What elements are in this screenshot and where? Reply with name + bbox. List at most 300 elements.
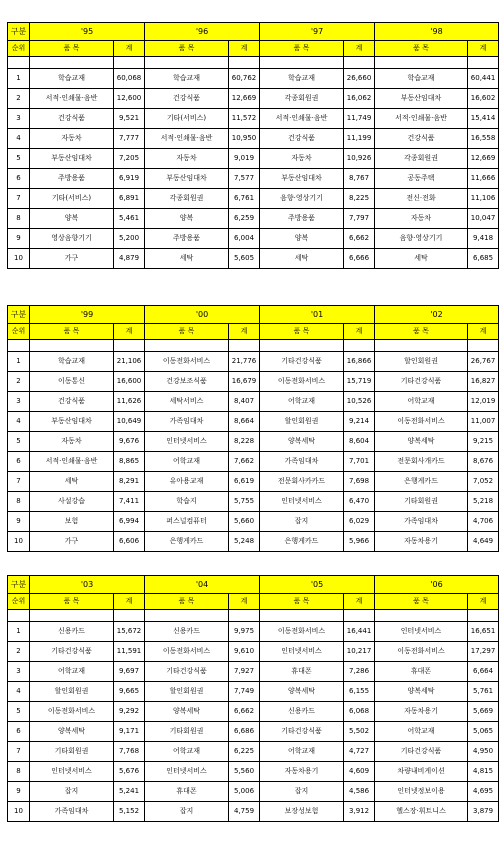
rank-cell: 4: [8, 682, 30, 702]
spacer-cell: [260, 340, 344, 352]
table-row: [8, 722, 499, 742]
item-cell: 부동산임대차: [260, 169, 344, 189]
item-header: 품 목: [30, 594, 114, 610]
rank-cell: 8: [8, 492, 30, 512]
count-cell: 5,966: [344, 532, 375, 552]
rank-header: 순위: [8, 41, 30, 57]
count-cell: 4,879: [114, 249, 145, 269]
item-cell: 어학교재: [375, 392, 468, 412]
table-row: [8, 209, 499, 229]
rank-cell: 9: [8, 512, 30, 532]
item-cell: 영상음향기기: [30, 229, 114, 249]
item-cell: 인터넷서비스: [260, 492, 344, 512]
table-row: [8, 392, 499, 412]
rank-header: 순위: [8, 594, 30, 610]
count-cell: 8,676: [468, 452, 499, 472]
spacer-cell: [375, 57, 468, 69]
item-cell: 기타건강식품: [30, 642, 114, 662]
count-cell: 16,827: [468, 372, 499, 392]
count-cell: 8,767: [344, 169, 375, 189]
count-cell: 3,912: [344, 802, 375, 822]
table-row: [8, 149, 499, 169]
rank-cell: 7: [8, 472, 30, 492]
count-cell: 8,604: [344, 432, 375, 452]
year-header: '05: [260, 576, 375, 594]
count-cell: 7,701: [344, 452, 375, 472]
spacer-cell: [375, 610, 468, 622]
count-cell: 4,815: [468, 762, 499, 782]
rank-cell: 1: [8, 352, 30, 372]
item-cell: 주방용품: [30, 169, 114, 189]
count-cell: 6,919: [114, 169, 145, 189]
item-cell: 자동차용기: [375, 532, 468, 552]
count-cell: 11,666: [468, 169, 499, 189]
table-row: [8, 472, 499, 492]
item-header: 품 목: [30, 324, 114, 340]
count-cell: 7,927: [229, 662, 260, 682]
rank-cell: 4: [8, 412, 30, 432]
table-row: [8, 169, 499, 189]
count-cell: 5,248: [229, 532, 260, 552]
count-cell: 6,068: [344, 702, 375, 722]
rank-cell: 2: [8, 642, 30, 662]
item-cell: 공동주택: [375, 169, 468, 189]
rank-cell: 2: [8, 89, 30, 109]
ranking-table-1995-1998: [7, 22, 499, 269]
item-cell: 가족임대차: [260, 452, 344, 472]
count-cell: 4,695: [468, 782, 499, 802]
table-row: [8, 89, 499, 109]
count-cell: 5,006: [229, 782, 260, 802]
rank-cell: 3: [8, 392, 30, 412]
count-cell: 5,605: [229, 249, 260, 269]
year-header: '00: [145, 306, 260, 324]
spacer-cell: [260, 57, 344, 69]
count-cell: 10,047: [468, 209, 499, 229]
item-header: 품 목: [145, 324, 229, 340]
count-cell: 5,676: [114, 762, 145, 782]
table-row: [8, 432, 499, 452]
count-cell: 8,291: [114, 472, 145, 492]
rank-cell: 9: [8, 782, 30, 802]
spacer-cell: [8, 340, 30, 352]
spacer-cell: [344, 57, 375, 69]
spacer-cell: [468, 610, 499, 622]
count-header: 계: [468, 41, 499, 57]
item-cell: 학습교재: [30, 352, 114, 372]
item-cell: 서적·인쇄물·음반: [145, 129, 229, 149]
count-header: 계: [114, 594, 145, 610]
count-cell: 6,470: [344, 492, 375, 512]
item-cell: 기타건강식품: [260, 722, 344, 742]
spacer-cell: [468, 340, 499, 352]
spacer-cell: [344, 610, 375, 622]
count-cell: 21,106: [114, 352, 145, 372]
item-cell: 할인회원권: [145, 682, 229, 702]
item-cell: 유아용교재: [145, 472, 229, 492]
count-cell: 8,225: [344, 189, 375, 209]
item-cell: 양복세탁: [375, 682, 468, 702]
count-cell: 16,062: [344, 89, 375, 109]
count-cell: 5,660: [229, 512, 260, 532]
table-row: [8, 532, 499, 552]
count-cell: 8,228: [229, 432, 260, 452]
item-cell: 어학교재: [145, 742, 229, 762]
item-cell: 건강식품: [145, 89, 229, 109]
count-cell: 15,672: [114, 622, 145, 642]
item-cell: 양복: [260, 229, 344, 249]
item-cell: 학습교재: [375, 69, 468, 89]
spacer-cell: [30, 57, 114, 69]
count-cell: 6,685: [468, 249, 499, 269]
item-cell: 전신·전화: [375, 189, 468, 209]
count-cell: 7,205: [114, 149, 145, 169]
count-cell: 9,697: [114, 662, 145, 682]
spacer-cell: [260, 610, 344, 622]
item-cell: 기타건강식품: [145, 662, 229, 682]
count-cell: 4,706: [468, 512, 499, 532]
item-cell: 주방용품: [145, 229, 229, 249]
item-cell: 부동산임대차: [375, 89, 468, 109]
count-cell: 5,461: [114, 209, 145, 229]
count-cell: 10,217: [344, 642, 375, 662]
item-cell: 양복세탁: [30, 722, 114, 742]
count-cell: 7,286: [344, 662, 375, 682]
rank-header: 순위: [8, 324, 30, 340]
count-cell: 6,666: [344, 249, 375, 269]
table-row: [8, 682, 499, 702]
count-header: 계: [344, 41, 375, 57]
item-cell: 어학교재: [30, 662, 114, 682]
count-header: 계: [344, 594, 375, 610]
item-cell: 잡지: [145, 802, 229, 822]
item-cell: 할인회원권: [375, 352, 468, 372]
count-cell: 7,749: [229, 682, 260, 702]
item-cell: 퍼스널컴퓨터: [145, 512, 229, 532]
table-row: [8, 69, 499, 89]
rank-cell: 5: [8, 432, 30, 452]
spacer-cell: [468, 57, 499, 69]
item-header: 품 목: [375, 594, 468, 610]
spacer-cell: [8, 610, 30, 622]
count-cell: 3,879: [468, 802, 499, 822]
item-cell: 자동차: [260, 149, 344, 169]
count-header: 계: [468, 324, 499, 340]
item-cell: 할인회원권: [30, 682, 114, 702]
item-cell: 건강보조식품: [145, 372, 229, 392]
count-cell: 21,776: [229, 352, 260, 372]
item-cell: 자동차용기: [260, 762, 344, 782]
item-cell: 가구: [30, 249, 114, 269]
item-cell: 이동전화서비스: [30, 702, 114, 722]
item-cell: 서적·인쇄물·음반: [260, 109, 344, 129]
item-cell: 기타건강식품: [375, 372, 468, 392]
item-cell: 양복: [145, 209, 229, 229]
count-cell: 60,441: [468, 69, 499, 89]
count-header: 계: [468, 594, 499, 610]
rank-cell: 6: [8, 722, 30, 742]
table-row: [8, 622, 499, 642]
count-cell: 7,577: [229, 169, 260, 189]
item-cell: 사설강습: [30, 492, 114, 512]
item-cell: 휴대폰: [260, 662, 344, 682]
item-cell: 부동산임대차: [145, 169, 229, 189]
item-cell: 자동차: [30, 129, 114, 149]
rank-cell: 5: [8, 702, 30, 722]
item-cell: 이동전화서비스: [145, 352, 229, 372]
item-cell: 세탁서비스: [145, 392, 229, 412]
item-cell: 건강식품: [375, 129, 468, 149]
count-cell: 5,152: [114, 802, 145, 822]
rank-cell: 5: [8, 149, 30, 169]
item-cell: 주방용품: [260, 209, 344, 229]
rank-cell: 3: [8, 109, 30, 129]
count-cell: 8,407: [229, 392, 260, 412]
rank-cell: 6: [8, 452, 30, 472]
item-cell: 양복: [30, 209, 114, 229]
year-header: '96: [145, 23, 260, 41]
item-cell: 학습지: [145, 492, 229, 512]
item-cell: 음향·영상기기: [260, 189, 344, 209]
count-cell: 7,797: [344, 209, 375, 229]
count-header: 계: [229, 324, 260, 340]
item-cell: 전문회사개카드: [375, 452, 468, 472]
item-cell: 가구: [30, 532, 114, 552]
item-cell: 잡지: [260, 782, 344, 802]
item-cell: 기타회원권: [375, 492, 468, 512]
count-cell: 60,068: [114, 69, 145, 89]
count-cell: 5,241: [114, 782, 145, 802]
count-header: 계: [229, 41, 260, 57]
item-cell: 잡지: [260, 512, 344, 532]
item-cell: 신용카드: [145, 622, 229, 642]
count-cell: 10,526: [344, 392, 375, 412]
count-cell: 15,414: [468, 109, 499, 129]
item-cell: 기타회원권: [30, 742, 114, 762]
table-row: [8, 702, 499, 722]
table-row: [8, 249, 499, 269]
count-cell: 9,610: [229, 642, 260, 662]
rank-cell: 10: [8, 802, 30, 822]
count-cell: 16,866: [344, 352, 375, 372]
count-cell: 60,762: [229, 69, 260, 89]
count-cell: 11,199: [344, 129, 375, 149]
item-cell: 서적·인쇄물·음반: [30, 89, 114, 109]
spacer-cell: [375, 340, 468, 352]
item-cell: 어학교재: [260, 392, 344, 412]
item-cell: 휴대폰: [375, 662, 468, 682]
item-header: 품 목: [260, 41, 344, 57]
item-cell: 어학교재: [260, 742, 344, 762]
count-cell: 6,761: [229, 189, 260, 209]
item-cell: 부동산임대차: [30, 149, 114, 169]
item-cell: 각종회원권: [145, 189, 229, 209]
item-cell: 양복세탁: [145, 702, 229, 722]
item-cell: 이동전화서비스: [260, 372, 344, 392]
item-cell: 세탁: [375, 249, 468, 269]
count-cell: 5,218: [468, 492, 499, 512]
spacer-cell: [30, 610, 114, 622]
item-cell: 기타(서비스): [145, 109, 229, 129]
item-cell: 인터넷서비스: [260, 642, 344, 662]
item-cell: 은행게카드: [375, 472, 468, 492]
item-header: 품 목: [145, 594, 229, 610]
item-cell: 자동차용기: [375, 702, 468, 722]
item-cell: 가족임대차: [375, 512, 468, 532]
count-header: 계: [114, 41, 145, 57]
count-cell: 4,609: [344, 762, 375, 782]
item-cell: 이동전화서비스: [375, 412, 468, 432]
count-header: 계: [344, 324, 375, 340]
count-cell: 17,297: [468, 642, 499, 662]
item-cell: 건강식품: [260, 129, 344, 149]
count-cell: 12,019: [468, 392, 499, 412]
count-cell: 7,662: [229, 452, 260, 472]
count-cell: 11,572: [229, 109, 260, 129]
count-cell: 5,502: [344, 722, 375, 742]
spacer-cell: [145, 57, 229, 69]
item-cell: 학습교재: [30, 69, 114, 89]
table-row: [8, 412, 499, 432]
item-cell: 신용카드: [260, 702, 344, 722]
table-row: [8, 352, 499, 372]
count-cell: 6,662: [344, 229, 375, 249]
item-cell: 전문회사카카드: [260, 472, 344, 492]
count-cell: 12,600: [114, 89, 145, 109]
count-cell: 11,749: [344, 109, 375, 129]
count-cell: 6,004: [229, 229, 260, 249]
count-cell: 26,767: [468, 352, 499, 372]
table-row: [8, 492, 499, 512]
count-cell: 5,065: [468, 722, 499, 742]
table-row: [8, 512, 499, 532]
item-cell: 자동차: [145, 149, 229, 169]
item-cell: 각종회원권: [260, 89, 344, 109]
count-cell: 16,679: [229, 372, 260, 392]
year-header: '04: [145, 576, 260, 594]
count-cell: 16,602: [468, 89, 499, 109]
item-cell: 어학교재: [375, 722, 468, 742]
item-cell: 건강식품: [30, 392, 114, 412]
item-cell: 세탁: [145, 249, 229, 269]
item-cell: 세탁: [260, 249, 344, 269]
rank-cell: 10: [8, 532, 30, 552]
item-header: 품 목: [260, 324, 344, 340]
item-cell: 가족임대차: [30, 802, 114, 822]
year-header: '03: [30, 576, 145, 594]
count-cell: 4,950: [468, 742, 499, 762]
rank-cell: 10: [8, 249, 30, 269]
item-cell: 자동차: [375, 209, 468, 229]
spacer-cell: [344, 340, 375, 352]
item-cell: 건강식품: [30, 109, 114, 129]
rank-cell: 8: [8, 209, 30, 229]
count-cell: 26,660: [344, 69, 375, 89]
item-cell: 기타건강식품: [375, 742, 468, 762]
item-cell: 보험: [30, 512, 114, 532]
count-cell: 11,007: [468, 412, 499, 432]
item-cell: 이동전화서비스: [145, 642, 229, 662]
item-header: 품 목: [145, 41, 229, 57]
count-cell: 9,418: [468, 229, 499, 249]
item-cell: 차량내비게이션: [375, 762, 468, 782]
count-cell: 9,214: [344, 412, 375, 432]
year-header: '06: [375, 576, 499, 594]
count-cell: 4,649: [468, 532, 499, 552]
year-header: '99: [30, 306, 145, 324]
item-cell: 인터넷서비스: [30, 762, 114, 782]
table-row: [8, 372, 499, 392]
item-cell: 각종회원권: [375, 149, 468, 169]
spacer-cell: [229, 57, 260, 69]
item-cell: 인터넷정보이용: [375, 782, 468, 802]
item-cell: 잡지: [30, 782, 114, 802]
count-cell: 16,558: [468, 129, 499, 149]
table-row: [8, 129, 499, 149]
item-cell: 휴대폰: [145, 782, 229, 802]
count-cell: 9,665: [114, 682, 145, 702]
table-row: [8, 762, 499, 782]
ranking-table-1999-2002: [7, 305, 499, 552]
count-cell: 16,441: [344, 622, 375, 642]
item-cell: 인터넷서비스: [145, 432, 229, 452]
count-cell: 5,200: [114, 229, 145, 249]
count-cell: 11,106: [468, 189, 499, 209]
count-cell: 5,761: [468, 682, 499, 702]
spacer-cell: [30, 340, 114, 352]
spacer-cell: [8, 57, 30, 69]
spacer-cell: [229, 340, 260, 352]
year-header: '97: [260, 23, 375, 41]
item-cell: 기타(서비스): [30, 189, 114, 209]
spacer-cell: [145, 610, 229, 622]
count-cell: 7,768: [114, 742, 145, 762]
rank-cell: 6: [8, 169, 30, 189]
count-cell: 8,865: [114, 452, 145, 472]
count-cell: 6,664: [468, 662, 499, 682]
spacer-cell: [114, 57, 145, 69]
year-header: '02: [375, 306, 499, 324]
item-cell: 학습교재: [145, 69, 229, 89]
count-cell: 9,019: [229, 149, 260, 169]
item-cell: 양복세탁: [260, 432, 344, 452]
count-cell: 8,664: [229, 412, 260, 432]
item-cell: 보장성보험: [260, 802, 344, 822]
item-cell: 이동전화서비스: [375, 642, 468, 662]
spacer-cell: [229, 610, 260, 622]
item-cell: 서적·인쇄물·음반: [375, 109, 468, 129]
item-cell: 기타회원권: [145, 722, 229, 742]
item-cell: 자동차: [30, 432, 114, 452]
count-cell: 7,411: [114, 492, 145, 512]
item-cell: 서적·인쇄물·음반: [30, 452, 114, 472]
item-cell: 양복세탁: [375, 432, 468, 452]
count-cell: 4,586: [344, 782, 375, 802]
rank-cell: 8: [8, 762, 30, 782]
count-cell: 5,669: [468, 702, 499, 722]
item-cell: 신용카드: [30, 622, 114, 642]
table-row: [8, 189, 499, 209]
count-cell: 16,651: [468, 622, 499, 642]
rank-cell: 2: [8, 372, 30, 392]
count-cell: 10,649: [114, 412, 145, 432]
item-cell: 학습교재: [260, 69, 344, 89]
count-cell: 9,292: [114, 702, 145, 722]
spacer-cell: [114, 340, 145, 352]
spacer-cell: [145, 340, 229, 352]
count-cell: 6,225: [229, 742, 260, 762]
count-cell: 6,259: [229, 209, 260, 229]
